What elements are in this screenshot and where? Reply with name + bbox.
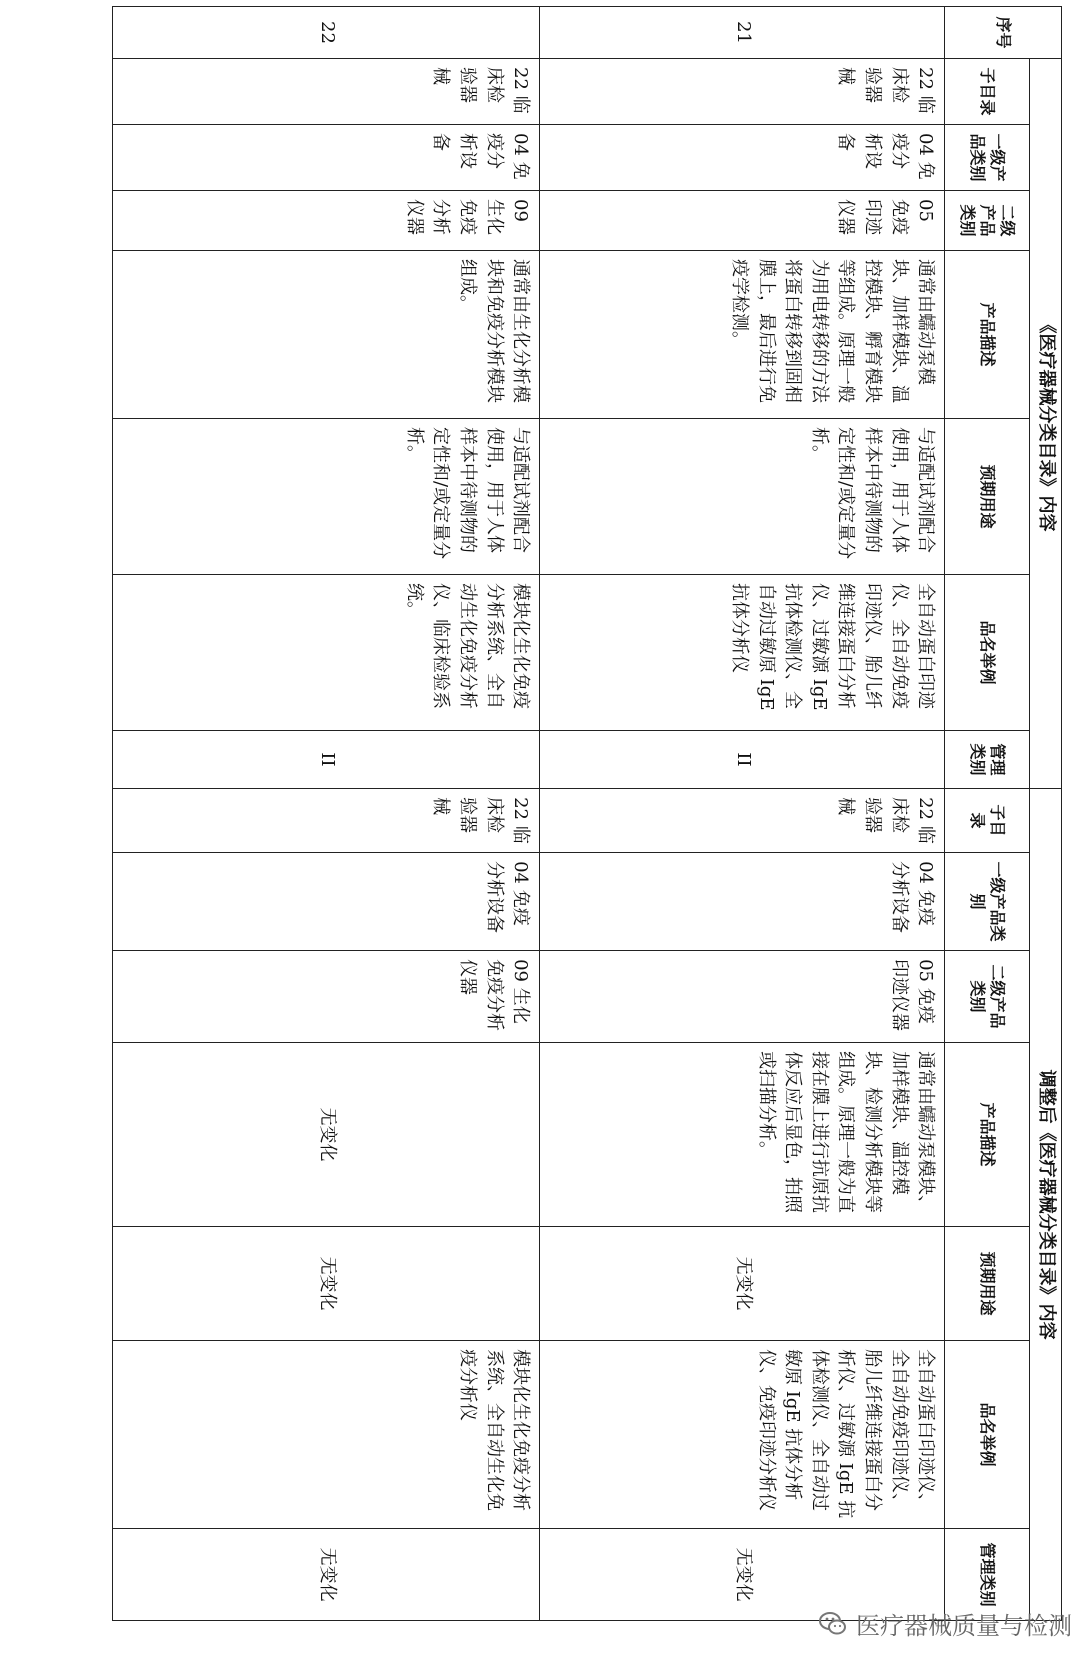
col-header: 管理类别 (945, 1529, 1030, 1621)
classification-table (112, 6, 1062, 1621)
seq-cell: 22 (113, 7, 540, 59)
category2-cell: 05 免疫印迹仪器 (540, 191, 945, 251)
col-header: 产品描述 (945, 1043, 1030, 1227)
col-header: 管理类别 (945, 731, 1030, 789)
seq-header: 序号 (945, 7, 1062, 59)
col-header: 品名举例 (945, 1341, 1030, 1529)
subdirectory-cell: 22 临床检验器械 (540, 59, 945, 125)
description-cell: 通常由蠕动泵模块、加样模块、温控模块、检测分析模块等组成。原理一般为直接在膜上进行抗原抗体反应后显色，拍照或扫描分析。 (540, 1043, 945, 1227)
subdirectory-cell: 22 临床检验器械 (540, 789, 945, 853)
examples-cell: 模块化生化免疫分析系统、全自动生化免疫分析仪 (113, 1341, 540, 1529)
management-class-cell: 无变化 (540, 1529, 945, 1621)
management-class-cell: II (540, 731, 945, 789)
category1-cell: 04 免疫分析设备 (113, 125, 540, 191)
intended-use-cell: 与适配试剂配合使用，用于人体样本中待测物的定性和/或定量分析。 (113, 419, 540, 575)
examples-cell: 模块化生化免疫分析系统、全自动生化免疫分析仪、临床检验系统。 (113, 575, 540, 731)
seq-cell: 21 (540, 7, 945, 59)
wechat-icon (818, 1609, 848, 1639)
col-header: 产品描述 (945, 251, 1030, 419)
description-cell: 通常由蠕动泵模块、加样模块、温控模块、孵育模块等组成。原理一般为用电转移的方法将蛋白转移到固相膜上，最后进行免疫学检测。 (540, 251, 945, 419)
intended-use-cell: 无变化 (540, 1227, 945, 1341)
table-row (113, 7, 540, 1621)
examples-cell: 全自动蛋白印迹仪、全自动免疫印迹仪、胎儿纤维连接蛋白分析仪、过敏源 IgE 抗体检测仪、全自动过敏原 IgE 抗体分析仪、免疫印迹分析仪 (540, 1341, 945, 1529)
intended-use-cell: 无变化 (113, 1227, 540, 1341)
watermark (818, 1606, 1072, 1641)
subdirectory-cell: 22 临床检验器械 (113, 59, 540, 125)
col-header: 子目录 (945, 59, 1030, 125)
col-header: 品名举例 (945, 575, 1030, 731)
description-cell: 通常由生化分析模块和免疫分析模块组成。 (113, 251, 540, 419)
category2-cell: 05 免疫印迹仪器 (540, 951, 945, 1043)
category2-cell: 09 生化免疫分析仪器 (113, 191, 540, 251)
col-header: 一级产品类别 (945, 125, 1030, 191)
category1-cell: 04 免疫分析设备 (540, 853, 945, 951)
category1-cell: 04 免疫分析设备 (540, 125, 945, 191)
col-header: 子目录 (945, 789, 1030, 853)
before-group-header: 《医疗器械分类目录》内容 (1030, 59, 1062, 789)
category2-cell: 09 生化免疫分析仪器 (113, 951, 540, 1043)
description-cell: 无变化 (113, 1043, 540, 1227)
watermark-text: 医疗器械质量与检测 (856, 1612, 1072, 1640)
col-header: 预期用途 (945, 1227, 1030, 1341)
after-group-header: 调整后《医疗器械分类目录》内容 (1030, 789, 1062, 1621)
examples-cell: 全自动蛋白印迹仪、全自动免疫印迹仪、胎儿纤维连接蛋白分析仪、过敏源 IgE 抗体检测仪、全自动过敏原 IgE 抗体分析仪 (540, 575, 945, 731)
col-header: 一级产品类别 (945, 853, 1030, 951)
intended-use-cell: 与适配试剂配合使用，用于人体样本中待测物的定性和/或定量分析。 (540, 419, 945, 575)
col-header: 二级产品类别 (945, 951, 1030, 1043)
col-header: 二级产品类别 (945, 191, 1030, 251)
table-row (540, 7, 945, 1621)
category1-cell: 04 免疫分析设备 (113, 853, 540, 951)
management-class-cell: 无变化 (113, 1529, 540, 1621)
subdirectory-cell: 22 临床检验器械 (113, 789, 540, 853)
management-class-cell: II (113, 731, 540, 789)
col-header: 预期用途 (945, 419, 1030, 575)
